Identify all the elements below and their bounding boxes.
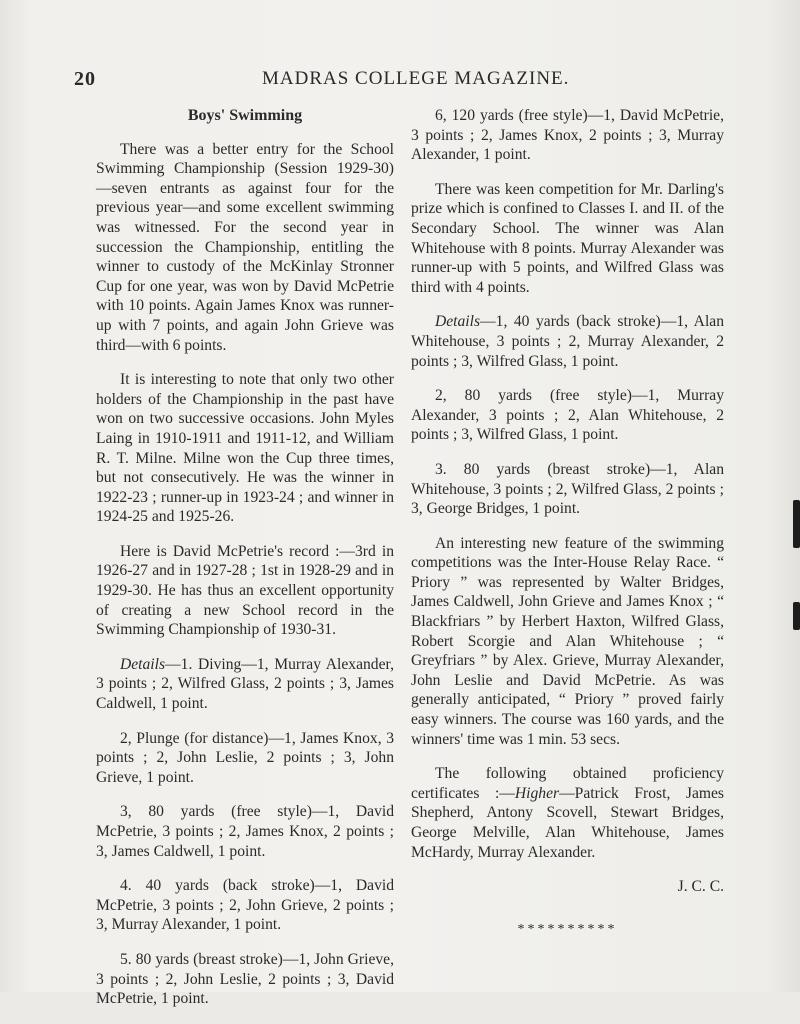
right-column bbox=[411, 106, 724, 939]
paragraph-relay: An interesting new feature of the swimming competitions was the Inter-House Relay Race. “ Priory ” was represented by Walter Bridges, James Caldwell, John Grieve and James Knox ; “ Blackfriars ” by Herbert Haxton, Wilfred Glass, Robert Scorgie and Alan Whitehouse ; “ Greyfriars ” by Alex. Grieve, Murray Alexander, John Leslie and David McPetrie. As was generally anticipated, “ Priory ” proved fairly easy winners. The course was 160 yards, and the winners' time was 1 min. 53 secs. bbox=[411, 534, 724, 748]
details-diving bbox=[96, 655, 394, 714]
paragraph-history: It is interesting to note that only two other holders of the Championship in the past have won on two successive occasions. John Myles Laing in 1910-1911 and 1911-12, and William R. T. Milne. Milne won the Cup three times, but not consecutively. He was the winner in 1922-23 ; runner-up in 1923-24 ; and winner in 1924-25 and 1925-26. bbox=[96, 371, 394, 526]
details-80-free: 3, 80 yards (free style)—1, David McPetrie, 3 points ; 2, James Knox, 2 points ; 3, James Caldwell, 1 point. bbox=[96, 803, 394, 860]
details-darling-40-back bbox=[411, 312, 724, 371]
paragraph-certificates bbox=[411, 764, 724, 862]
paragraph-darling-prize: There was keen competition for Mr. Darling's prize which is confined to Classes I. and II. of the Secondary School. The winner was Alan Whitehouse with 8 points. Murray Alexander was runner-up with 5 points, and Wilfred Glass was third with 4 points. bbox=[411, 180, 724, 296]
running-head: MADRAS COLLEGE MAGAZINE. bbox=[262, 68, 570, 89]
details-darling-80-free: 2, 80 yards (free style)—1, Murray Alexander, 3 points ; 2, Alan Whitehouse, 2 points ; 3, Wilfred Glass, 1 point. bbox=[411, 387, 724, 444]
details-40-back: 4. 40 yards (back stroke)—1, David McPetrie, 3 points ; 2, John Grieve, 2 points ; 3, Murray Alexander, 1 point. bbox=[96, 877, 394, 934]
section-divider: ********** bbox=[517, 921, 618, 937]
details-80-breast: 5. 80 yards (breast stroke)—1, John Grieve, 3 points ; 2, John Leslie, 2 points ; 3, David McPetrie, 1 point. bbox=[96, 950, 394, 1008]
certificates-label: Higher bbox=[514, 784, 560, 802]
left-column bbox=[96, 106, 394, 1024]
details-darling-80-breast: 3. 80 yards (breast stroke)—1, Alan Whitehouse, 3 points ; 2, Wilfred Glass, 2 points ; 3, George Bridges, 1 point. bbox=[411, 460, 724, 518]
paragraph-championship: There was a better entry for the School Swimming Championship (Session 1929-30) —seven entrants as against four for the previous year—and some excellent swimming was witnessed. For the second year in succession the Championship, entitling the winner to custody of the McKinlay Stronner Cup for one year, was won by David McPetrie with 10 points. Again James Knox was runner-up with 7 points, and again John Grieve was third—with 6 points. bbox=[96, 140, 394, 354]
certificates-intro: The following obtained proficiency certificates :— bbox=[411, 765, 724, 802]
details-label: Details bbox=[120, 655, 166, 673]
details-120-free: 6, 120 yards (free style)—1, David McPetrie, 3 points ; 2, James Knox, 2 points ; 3, Murray Alexander, 1 point. bbox=[411, 107, 724, 164]
paragraph-record: Here is David McPetrie's record :—3rd in 1926-27 and in 1927-28 ; 1st in 1928-29 and in 1929-30. He has thus an excellent opportunity of creating a new School record in the Swimming Championship of 1930-31. bbox=[96, 542, 394, 639]
details-plunge: 2, Plunge (for distance)—1, James Knox, 3 points ; 2, John Leslie, 2 points ; 3, John Grieve, 1 point. bbox=[96, 729, 394, 786]
details-text: —1. Diving—1, Murray Alexander, 3 points ; 2, Wilfred Glass, 2 points ; 3, James Caldwell, 1 point. bbox=[96, 655, 394, 713]
certificates-list: —Patrick Frost, James Shepherd, Antony Scovell, Stewart Bridges, George Melville, Alan Whitehouse, James McHardy, Murray Alexander. bbox=[411, 784, 724, 861]
author-signature: J. C. C. bbox=[677, 878, 724, 896]
page-number: 20 bbox=[74, 68, 96, 90]
binding-mark bbox=[793, 500, 800, 548]
article-title: Boys' Swimming bbox=[187, 107, 303, 124]
binding-mark bbox=[793, 602, 800, 630]
details-text: —1, 40 yards (back stroke)—1, Alan Whitehouse, 3 points ; 2, Murray Alexander, 2 points ; 3, Wilfred Glass, 1 point. bbox=[411, 313, 724, 370]
details-label: Details bbox=[435, 313, 481, 331]
